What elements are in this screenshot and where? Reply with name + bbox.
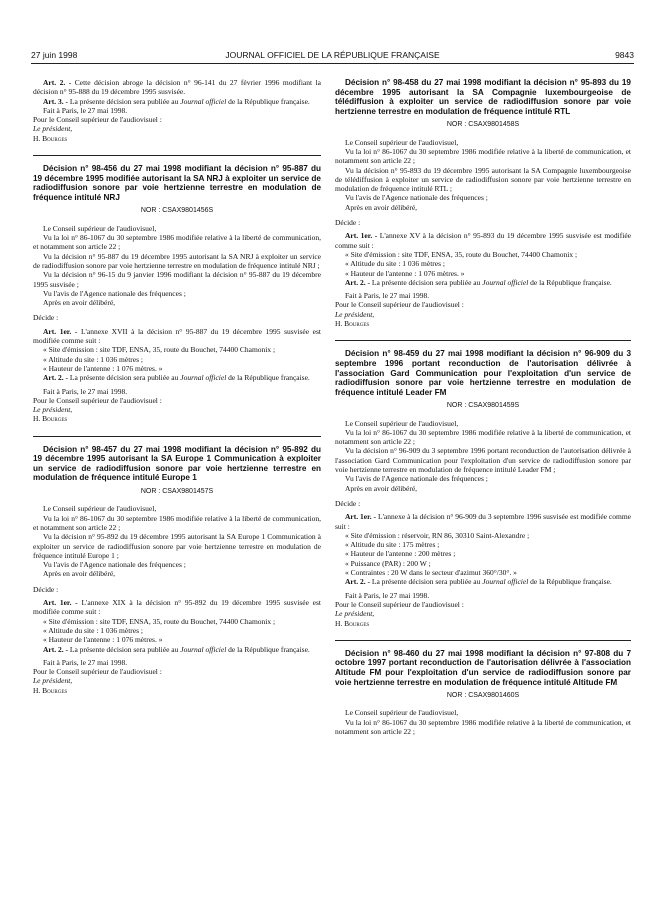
quoted-line: « Site d'émission : site TDF, ENSA, 35, route du Bouchet, 74400 Chamonix ; xyxy=(345,249,578,259)
section-divider xyxy=(335,640,631,641)
body-paragraph: Après en avoir délibéré, xyxy=(43,298,116,308)
article-paragraph xyxy=(33,97,321,106)
article-label: Art. 2. - xyxy=(43,373,68,383)
quoted-line: « Altitude du site : 175 mètres ; xyxy=(345,540,440,550)
article-paragraph xyxy=(33,373,321,382)
article-paragraph xyxy=(33,327,321,346)
signature-name: H. Bourges xyxy=(33,133,68,143)
article-label: Art. 2. - xyxy=(43,644,68,654)
fait-line: Fait à Paris, le 27 mai 1998. xyxy=(43,105,128,115)
signature-line: Pour le Conseil supérieur de l'audiovisuel : xyxy=(33,395,162,405)
body-paragraph: Vu l'avis de l'Agence nationale des fréquences ; xyxy=(345,193,488,203)
quoted-line: « Site d'émission : réservoir, RN 86, 30310 Saint-Alexandre ; xyxy=(345,530,530,540)
body-paragraph: Vu l'avis de l'Agence nationale des fréquences ; xyxy=(43,560,186,570)
article-label: Art. 3. - xyxy=(43,96,68,106)
body-paragraph: Vu la loi n° 86-1067 du 30 septembre 1986 modifiée relative à la liberté de communication, et notamment son article 22 ; xyxy=(33,233,321,252)
article-label: Art. 1er. - xyxy=(43,598,78,608)
article-text: Cette décision abroge la décision n° 96-141 du 27 février 1996 modifiant la décision n° 95-888 du 19 décembre 1995 susvisée. xyxy=(33,78,321,97)
article-label: Art. 1er. - xyxy=(43,326,78,336)
body-paragraph: Vu la décision n° 96-15 du 9 janvier 1996 modifiant la décision n° 95-887 du 19 décembre 1995 susvisée ; xyxy=(33,270,321,289)
decide-heading: Décide : xyxy=(33,313,59,323)
body-paragraph: Le Conseil supérieur de l'audiovisuel, xyxy=(43,223,157,233)
signature-line: Pour le Conseil supérieur de l'audiovisuel : xyxy=(335,599,464,609)
journal-reference: Journal officiel xyxy=(482,277,529,287)
quoted-line: « Altitude du site : 1 036 mètres ; xyxy=(43,354,143,364)
article-text: de la République française. xyxy=(228,644,310,654)
body-paragraph: Vu la décision n° 95-893 du 19 décembre 1995 autorisant la SA Compagnie luxembourgeoise de télédiffusion à exploiter un service de radiodiffusion sonore par voie hertzienne terrestre en modulation de fréquence intitulé RTL ; xyxy=(335,165,631,194)
article-text: L'annexe XVII à la décision n° 95-887 du 19 décembre 1995 susvisée est modifiée comme suit : xyxy=(33,326,321,346)
signature-role: Le président, xyxy=(33,124,73,134)
signature-role: Le président, xyxy=(335,309,375,319)
article-text: L'annexe à la décision n° 96-909 du 3 septembre 1996 susvisée est modifiée comme suit : xyxy=(335,512,631,531)
quoted-line: « Site d'émission : site TDF, ENSA, 35, route du Bouchet, 74400 Chamonix ; xyxy=(43,345,276,355)
decide-heading: Décide : xyxy=(335,498,361,508)
quoted-line: « Hauteur de l'antenne : 1 076 mètres. » xyxy=(43,363,163,373)
quoted-line: « Puissance (PAR) : 200 W ; xyxy=(345,558,431,568)
issue-date: 27 juin 1998 xyxy=(31,50,78,60)
nor-reference: NOR : CSAX9801458S xyxy=(446,121,520,129)
fait-line: Fait à Paris, le 27 mai 1998. xyxy=(43,657,128,667)
article-text: de la République française. xyxy=(228,373,310,383)
article-text: de la République française. xyxy=(530,577,612,587)
article-label: Art. 2. - xyxy=(345,277,370,287)
article-label: Art. 2. - xyxy=(43,78,72,87)
article-text: La présente décision sera publiée au xyxy=(69,644,179,654)
article-paragraph xyxy=(33,645,321,654)
journal-reference: Journal officiel xyxy=(482,577,529,587)
journal-reference: Journal officiel xyxy=(180,373,227,383)
fait-line: Fait à Paris, le 27 mai 1998. xyxy=(345,291,430,301)
header-rule xyxy=(31,63,634,64)
body-paragraph: Vu la loi n° 86-1067 du 30 septembre 1986 modifiée relative à la liberté de communication, et notamment son article 22 ; xyxy=(33,513,321,532)
nor-reference: NOR : CSAX9801457S xyxy=(140,488,214,496)
body-paragraph: Le Conseil supérieur de l'audiovisuel, xyxy=(43,504,157,514)
article-text: L'annexe XIX à la décision n° 95-892 du 19 décembre 1995 susvisée est modifiée comme suit : xyxy=(33,598,321,617)
signature-name: H. Bourges xyxy=(33,414,68,424)
body-paragraph: Après en avoir délibéré, xyxy=(345,483,418,493)
signature-name: H. Bourges xyxy=(335,319,370,329)
body-paragraph: Vu l'avis de l'Agence nationale des fréquences ; xyxy=(345,474,488,484)
article-text: de la République française. xyxy=(530,277,612,287)
quoted-line: « Contraintes : 20 W dans le secteur d'azimut 360°/30°. » xyxy=(345,568,517,578)
body-paragraph: Le Conseil supérieur de l'audiovisuel, xyxy=(345,708,459,718)
article-label: Art. 1er. - xyxy=(345,231,378,241)
quoted-line: « Hauteur de l'antenne : 1 076 mètres. » xyxy=(43,635,163,645)
signature-line: Pour le Conseil supérieur de l'audiovisuel : xyxy=(33,667,162,677)
body-paragraph: Vu la loi n° 86-1067 du 30 septembre 1986 modifiée relative à la liberté de communication, et notamment son article 22 ; xyxy=(335,427,631,447)
article-label: Art. 1er. - xyxy=(345,512,377,522)
decision-title: Décision n° 98-457 du 27 mai 1998 modifiant la décision n° 95-892 du 19 décembre 1995 autorisant la SA Europe 1 Communication à exploiter un service de radiodiffusion sonore par voie hertzienne terrestre en modulation de fréquence intitulé Europe 1 xyxy=(33,444,321,483)
right-column xyxy=(335,78,631,736)
section-divider xyxy=(33,436,321,437)
body-paragraph: Vu la décision n° 95-887 du 19 décembre 1995 autorisant la SA NRJ à exploiter un service de radiodiffusion sonore par voie hertzienne terrestre en modulation de fréquence intitulé NRJ ; xyxy=(33,251,321,270)
article-text: La présente décision sera publiée au xyxy=(69,96,179,106)
signature-line: Pour le Conseil supérieur de l'audiovisuel : xyxy=(33,115,162,125)
article-label: Art. 2. - xyxy=(345,577,370,587)
body-paragraph: Vu la décision n° 95-892 du 19 décembre 1995 autorisant la SA Europe 1 Communication à exploiter un service de radiodiffusion sonore par voie hertzienne terrestre en modulation de fréquence intitulé Europe 1 ; xyxy=(33,532,321,560)
article-text: La présente décision sera publiée au xyxy=(69,373,179,383)
page-number: 9843 xyxy=(615,50,634,60)
journal-reference: Journal officiel xyxy=(180,644,227,654)
decide-heading: Décide : xyxy=(335,218,361,228)
article-text: de la République française. xyxy=(228,96,310,106)
section-divider xyxy=(33,155,321,156)
article-paragraph xyxy=(33,598,321,617)
decision-title: Décision n° 98-458 du 27 mai 1998 modifiant la décision n° 95-893 du 19 décembre 1995 autorisant la SA Compagnie luxembourgeoise de télédiffusion à exploiter un service de radiodiffusion sonore par voie hertzienne terrestre en modulation de fréquence intitulé RTL xyxy=(335,78,631,116)
article-text: La présente décision sera publiée au xyxy=(371,277,481,287)
quoted-line: « Altitude du site : 1 036 mètres ; xyxy=(43,625,143,635)
nor-reference: NOR : CSAX9801459S xyxy=(446,402,520,410)
journal-title: JOURNAL OFFICIEL DE LA RÉPUBLIQUE FRANÇAISE xyxy=(225,50,440,60)
quoted-line: « Hauteur de l'antenne : 1 076 mètres. » xyxy=(345,268,465,278)
fait-line: Fait à Paris, le 27 mai 1998. xyxy=(345,590,430,600)
signature-role: Le président, xyxy=(335,609,375,619)
body-paragraph: Le Conseil supérieur de l'audiovisuel, xyxy=(345,137,459,147)
body-paragraph: Vu la décision n° 96-909 du 3 septembre 1996 portant reconduction de l'autorisation délivrée à l'association Gard Communication pour l'exploitation d'un service de radiodiffusion sonore par voie hertzienne terrestre en modulation de fréquence intitulé Leader FM ; xyxy=(335,446,631,475)
section-divider xyxy=(335,340,631,341)
article-paragraph xyxy=(33,78,321,97)
signature-name: H. Bourges xyxy=(335,618,370,628)
article-text: L'annexe XV à la décision n° 95-893 du 19 décembre 1995 susvisée est modifiée comme suit : xyxy=(335,231,632,250)
body-paragraph: Vu la loi n° 86-1067 du 30 septembre 1986 modifiée relative à la liberté de communication, et notamment son article 22 ; xyxy=(335,146,631,166)
quoted-line: « Site d'émission : site TDF, ENSA, 35, route du Bouchet, 74400 Chamonix ; xyxy=(43,616,276,626)
body-paragraph: Après en avoir délibéré, xyxy=(43,569,116,579)
quoted-line: « Altitude du site : 1 036 mètres ; xyxy=(345,259,445,269)
body-paragraph: Vu la loi n° 86-1067 du 30 septembre 1986 modifiée relative à la liberté de communication, et notamment son article 22 ; xyxy=(335,717,631,737)
body-paragraph: Le Conseil supérieur de l'audiovisuel, xyxy=(345,418,459,428)
signature-role: Le président, xyxy=(33,405,73,415)
decision-title: Décision n° 98-456 du 27 mai 1998 modifiant la décision n° 95-887 du 19 décembre 1995 modifiée autorisant la SA NRJ à exploiter un service de radiodiffusion sonore par voie hertzienne terrestre en modulation de fréquence intitulé NRJ xyxy=(33,164,321,202)
signature-line: Pour le Conseil supérieur de l'audiovisuel : xyxy=(335,300,464,310)
body-paragraph: Après en avoir délibéré, xyxy=(345,202,418,212)
nor-reference: NOR : CSAX9801456S xyxy=(140,207,214,215)
page-header xyxy=(31,50,634,64)
article-paragraph xyxy=(335,278,631,287)
signature-role: Le président, xyxy=(33,676,73,686)
quoted-line: « Hauteur de l'antenne : 200 mètres ; xyxy=(345,549,456,559)
article-paragraph xyxy=(335,231,631,250)
nor-reference: NOR : CSAX9801460S xyxy=(446,692,520,700)
article-paragraph xyxy=(335,512,631,531)
signature-name: H. Bourges xyxy=(33,685,68,695)
body-paragraph: Vu l'avis de l'Agence nationale des fréquences ; xyxy=(43,288,186,298)
decision-title: Décision n° 98-459 du 27 mai 1998 modifiant la décision n° 96-909 du 3 septembre 1996 portant reconduction de l'autorisation délivrée à l'association Gard Communication pour l'exploitation d'un service de radiodiffusion sonore par voie hertzienne terrestre en modulation de fréquence intitulé Leader FM xyxy=(335,349,631,397)
journal-reference: Journal officiel xyxy=(180,96,227,106)
article-paragraph xyxy=(335,577,631,586)
article-text: La présente décision sera publiée au xyxy=(371,577,481,587)
fait-line: Fait à Paris, le 27 mai 1998. xyxy=(43,386,128,396)
left-column xyxy=(33,78,321,695)
decide-heading: Décide : xyxy=(33,584,59,594)
decision-title: Décision n° 98-460 du 27 mai 1998 modifiant la décision n° 97-808 du 7 octobre 1997 portant reconduction de l'autorisation délivrée à l'association Altitude FM pour l'exploitation d'un service de radiodiffusion sonore par voie hertzienne terrestre en modulation de fréquence intitulé Altitude FM xyxy=(335,648,631,687)
